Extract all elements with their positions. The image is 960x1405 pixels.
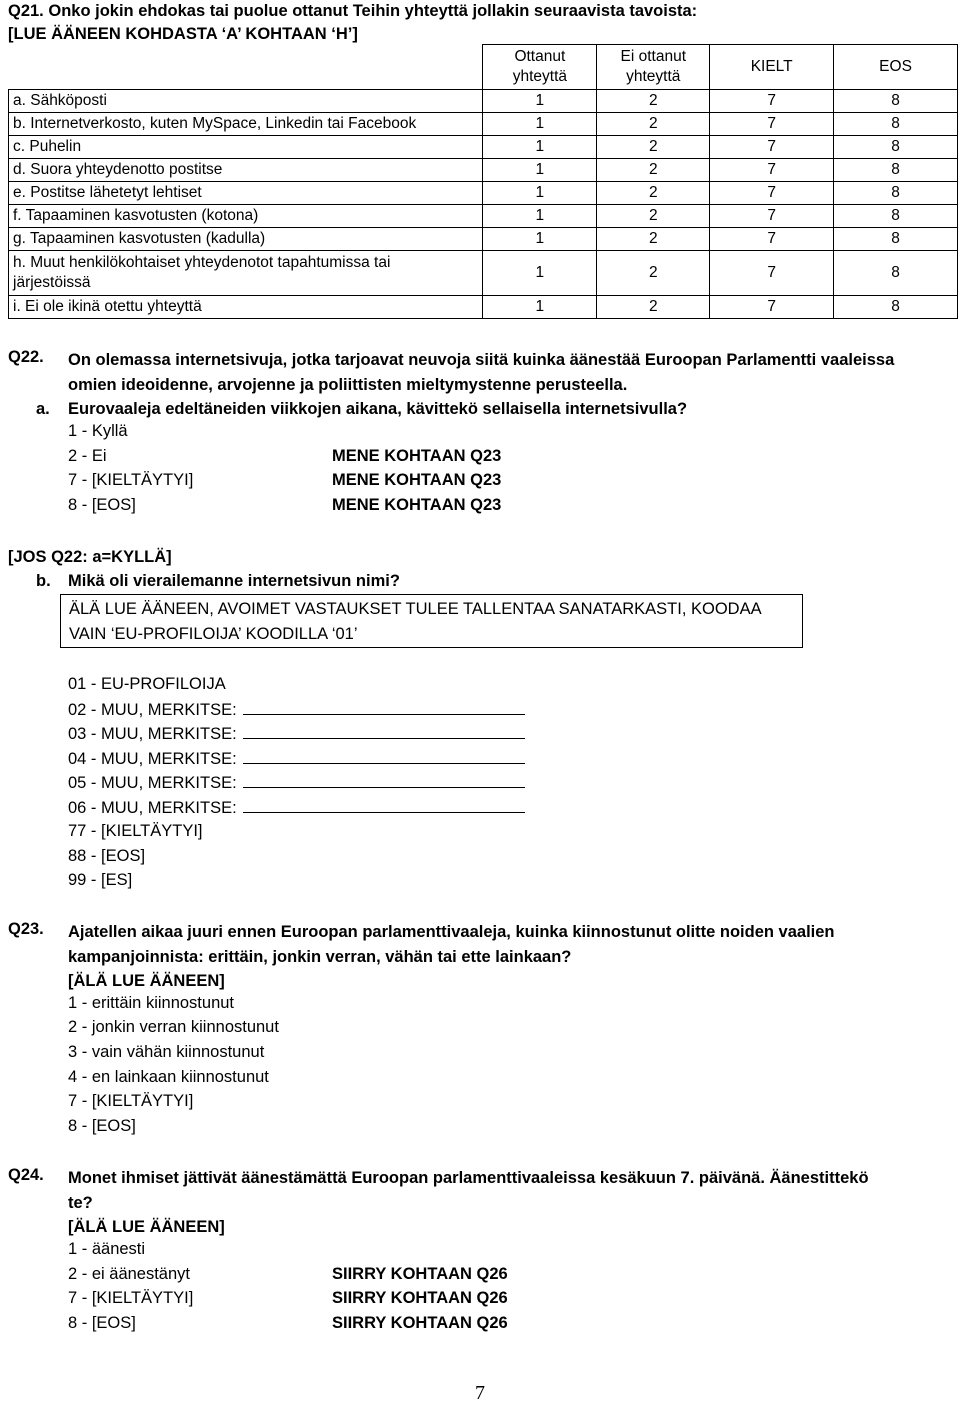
q22-skip-instruction: MENE KOHTAAN Q23 [332, 471, 502, 489]
q22-option: 2 - Ei [68, 447, 107, 465]
table-row: b. Internetverkosto, kuten MySpace, Linkedin tai Facebook 1 2 7 8 [9, 113, 958, 136]
interviewer-note-box: ÄLÄ LUE ÄÄNEEN, AVOIMET VASTAUKSET TULEE TALLENTAA SANATARKASTI, KOODAA VAIN ‘EU-PROFILOIJA’ KOODILLA ‘01’ [60, 594, 803, 648]
q22-skip-instruction: MENE KOHTAAN Q23 [332, 496, 502, 514]
q23-instruction: [ÄLÄ LUE ÄÄNEEN] [68, 972, 225, 990]
q23-option: 7 - [KIELTÄYTYI] [68, 1092, 194, 1110]
q24-number: Q24. [8, 1166, 44, 1184]
q22-option: 7 - [KIELTÄYTYI] [68, 471, 194, 489]
q22-number: Q22. [8, 348, 44, 366]
q24-skip-instruction: SIIRRY KOHTAAN Q26 [332, 1314, 508, 1332]
header-ottanut: Ottanut yhteyttä [483, 45, 597, 90]
q22-question: On olemassa internetsivuja, jotka tarjoavat neuvoja siitä kuinka äänestää Euroopan Parlamentti vaaleissa omien ideoidenne, arvojenne ja poliittisten mieltymystenne perusteella. [68, 351, 895, 394]
q22-skip-instruction: MENE KOHTAAN Q23 [332, 447, 502, 465]
q22b-code: 05 - MUU, MERKITSE: [68, 773, 525, 793]
write-in-line[interactable] [243, 724, 525, 739]
table-row: d. Suora yhteydenotto postitse 1 2 7 8 [9, 159, 958, 182]
q22b-code: 88 - [EOS] [68, 847, 146, 865]
table-row: c. Puhelin 1 2 7 8 [9, 136, 958, 159]
table-row: i. Ei ole ikinä otettu yhteyttä 1 2 7 8 [9, 296, 958, 319]
write-in-line[interactable] [243, 700, 525, 715]
q24-question: Monet ihmiset jättivät äänestämättä Euroopan parlamenttivaaleissa kesäkuun 7. päivänä. Äänestittekö te? [ÄLÄ LUE ÄÄNEEN] [68, 1166, 869, 1240]
q22-filter: [JOS Q22: a=KYLLÄ] [8, 548, 172, 566]
q23-option: 8 - [EOS] [68, 1117, 136, 1135]
q22b-code: 06 - MUU, MERKITSE: [68, 798, 525, 818]
q22-sub-a-letter: a. [36, 400, 50, 418]
table-row: h. Muut henkilökohtaiset yhteydenotot tapahtumissa tai järjestöissä 1 2 7 8 [9, 251, 958, 296]
q22b-code: 99 - [ES] [68, 871, 133, 889]
header-kielt: KIELT [710, 45, 834, 90]
q22b-code: 04 - MUU, MERKITSE: [68, 749, 525, 769]
q24-option: 7 - [KIELTÄYTYI] [68, 1289, 194, 1307]
q22b-code: 77 - [KIELTÄYTYI] [68, 822, 203, 840]
table-header-row [9, 45, 958, 90]
header-ei-ottanut: Ei ottanut yhteyttä [597, 45, 710, 90]
q22-sub-b-question: Mikä oli vierailemanne internetsivun nimi? [68, 572, 400, 590]
q22-option: 1 - Kyllä [68, 422, 128, 440]
table-row: f. Tapaaminen kasvotusten (kotona) 1 2 7 8 [9, 205, 958, 228]
q24-option: 8 - [EOS] [68, 1314, 136, 1332]
q23-option: 2 - jonkin verran kiinnostunut [68, 1018, 279, 1036]
q23-option: 1 - erittäin kiinnostunut [68, 994, 235, 1012]
q21-table [8, 44, 958, 319]
q22-option: 8 - [EOS] [68, 496, 136, 514]
page-number: 7 [475, 1382, 485, 1404]
q22b-code: 03 - MUU, MERKITSE: [68, 724, 525, 744]
q21-instruction: [LUE ÄÄNEEN KOHDASTA ‘A’ KOHTAAN ‘H’] [8, 25, 358, 43]
q21-title: Q21. Onko jokin ehdokas tai puolue ottanut Teihin yhteyttä jollakin seuraavista tavoista: [8, 2, 698, 20]
header-empty-cell [9, 45, 483, 90]
q24-option: 2 - ei äänestänyt [68, 1265, 190, 1283]
table-row: g. Tapaaminen kasvotusten (kadulla) 1 2 7 8 [9, 228, 958, 251]
q22-sub-b-letter: b. [36, 572, 51, 590]
table-row: a. Sähköposti 1 2 7 8 [9, 90, 958, 113]
write-in-line[interactable] [243, 773, 525, 788]
q24-instruction: [ÄLÄ LUE ÄÄNEEN] [68, 1218, 225, 1236]
q21-heading [8, 0, 697, 46]
write-in-line[interactable] [243, 749, 525, 764]
write-in-line[interactable] [243, 798, 525, 813]
q22b-code: 01 - EU-PROFILOIJA [68, 675, 226, 693]
q23-option: 4 - en lainkaan kiinnostunut [68, 1068, 269, 1086]
q23-question: Ajatellen aikaa juuri ennen Euroopan parlamenttivaaleja, kuinka kiinnostunut olitte noiden vaalien kampanjoinnista: erittäin, jonkin verran, vähän tai ette lainkaan? [ÄLÄ LUE ÄÄNEEN] [68, 920, 835, 994]
q23-number: Q23. [8, 920, 44, 938]
q24-option: 1 - äänesti [68, 1240, 146, 1258]
q24-skip-instruction: SIIRRY KOHTAAN Q26 [332, 1265, 508, 1283]
q23-option: 3 - vain vähän kiinnostunut [68, 1043, 265, 1061]
q24-skip-instruction: SIIRRY KOHTAAN Q26 [332, 1289, 508, 1307]
header-eos: EOS [834, 45, 958, 90]
table-row: e. Postitse lähetetyt lehtiset 1 2 7 8 [9, 182, 958, 205]
q22-sub-a-question: Eurovaaleja edeltäneiden viikkojen aikana, kävittekö sellaisella internetsivulla? [68, 400, 688, 418]
q22b-code: 02 - MUU, MERKITSE: [68, 700, 525, 720]
